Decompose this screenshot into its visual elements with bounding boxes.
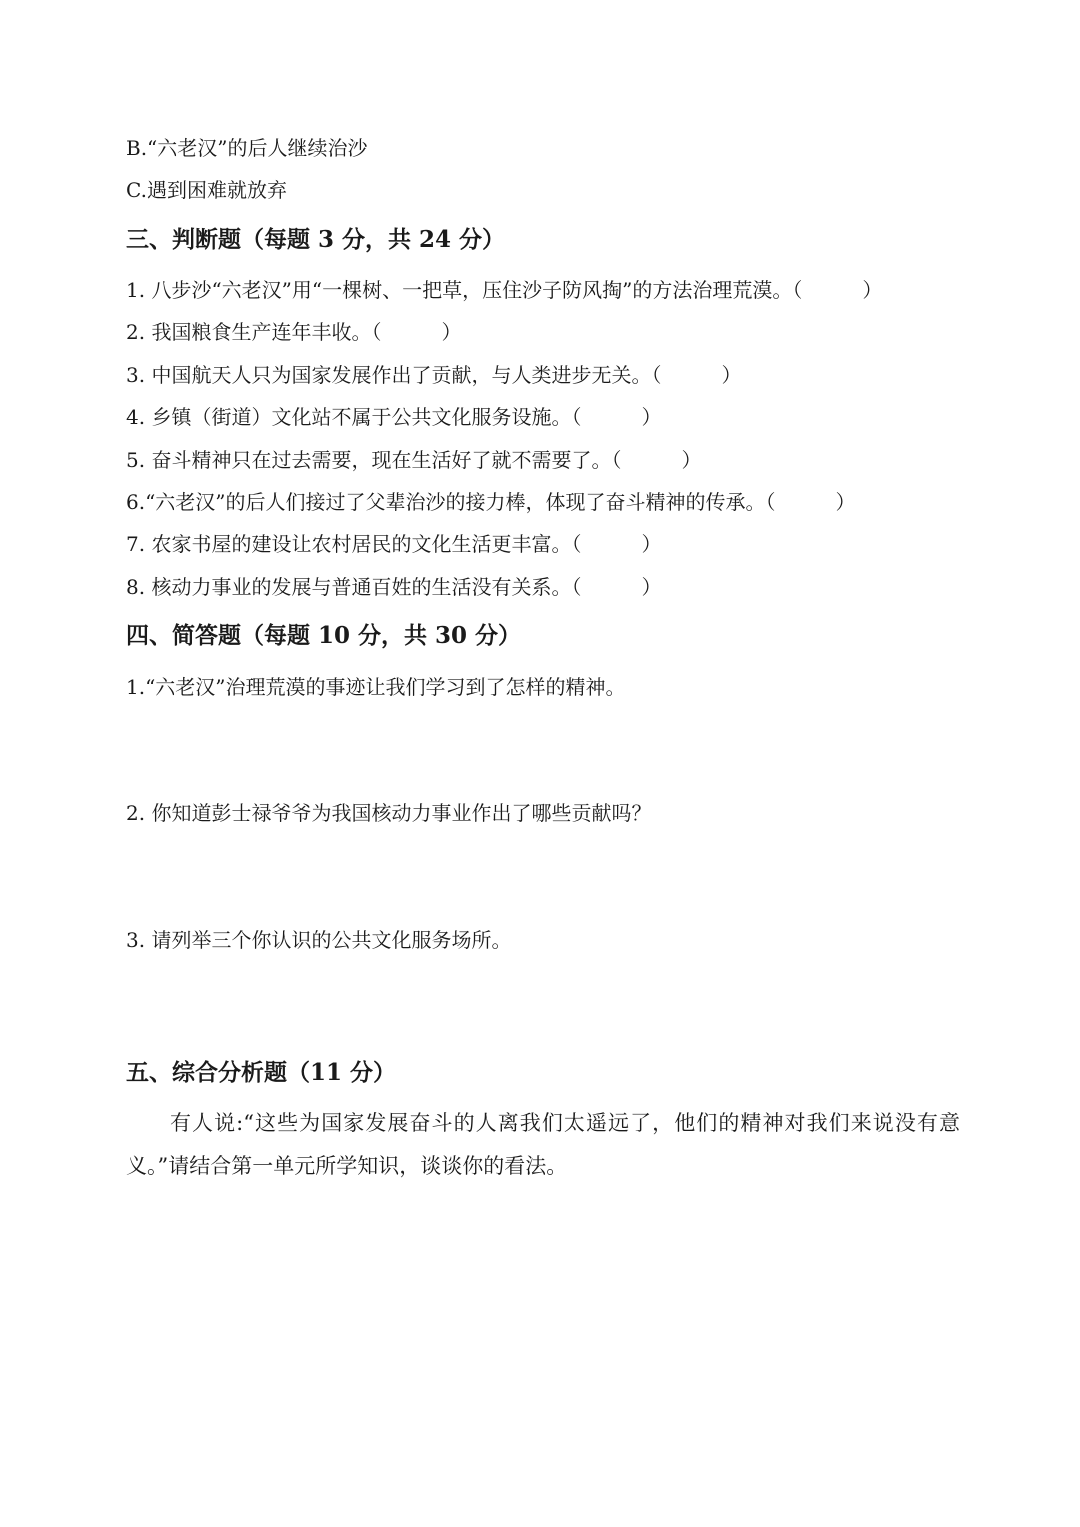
judgement-item-4: 4. 乡镇（街道）文化站不属于公共文化服务设施。（ ） xyxy=(126,405,662,429)
section-4-heading: 四、简答题（每题 10 分，共 30 分） xyxy=(126,622,522,649)
short-answer-item-2: 2. 你知道彭士禄爷爷为我国核动力事业作出了哪些贡献吗？ xyxy=(126,801,652,825)
option-c: C.遇到困难就放弃 xyxy=(126,178,287,202)
judgement-item-5: 5. 奋斗精神只在过去需要，现在生活好了就不需要了。（ ） xyxy=(126,448,702,472)
section-5-heading: 五、综合分析题（11 分） xyxy=(126,1059,397,1086)
judgement-item-1: 1. 八步沙“六老汉”用“一棵树、一把草，压住沙子防风掏”的方法治理荒漠。（ ） xyxy=(126,278,883,302)
analysis-paragraph: 有人说:“这些为国家发展奋斗的人离我们太遥远了，他们的精神对我们来说没有意义。”请结合第一单元所学知识，谈谈你的看法。 xyxy=(126,1111,960,1178)
short-answer-item-1: 1.“六老汉”治理荒漠的事迹让我们学习到了怎样的精神。 xyxy=(126,675,626,699)
judgement-item-3: 3. 中国航天人只为国家发展作出了贡献，与人类进步无关。（ ） xyxy=(126,363,742,387)
section-3-heading: 三、判断题（每题 3 分，共 24 分） xyxy=(126,226,506,253)
judgement-item-7: 7. 农家书屋的建设让农村居民的文化生活更丰富。（ ） xyxy=(126,532,662,556)
judgement-item-6: 6.“六老汉”的后人们接过了父辈治沙的接力棒，体现了奋斗精神的传承。（ ） xyxy=(126,490,856,514)
judgement-item-2: 2. 我国粮食生产连年丰收。（ ） xyxy=(126,320,462,344)
short-answer-item-3: 3. 请列举三个你认识的公共文化服务场所。 xyxy=(126,928,512,952)
judgement-item-8: 8. 核动力事业的发展与普通百姓的生活没有关系。（ ） xyxy=(126,575,662,599)
option-b: B.“六老汉”的后人继续治沙 xyxy=(126,136,368,160)
